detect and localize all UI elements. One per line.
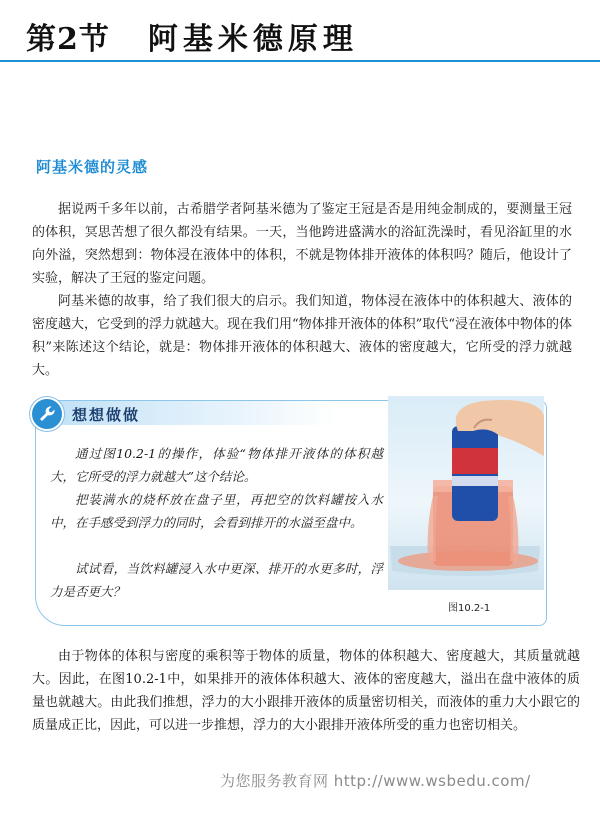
- watermark-text: 为您服务教育网 http://www.wsbedu.com/: [220, 772, 531, 790]
- paragraph-1: 据说两千多年以前，古希腊学者阿基米德为了鉴定王冠是否是用纯金制成的，要测量王冠的体积，冥思苦想了很久都没有结果。一天，当他跨进盛满水的浴缸洗澡时，看见浴缸里的水向外溢，突然想到：物体浸在液体中的体积，不就是物体排开液体的体积吗？随后，他设计了实验，解决了王冠的鉴定问题。: [32, 202, 572, 286]
- figure-caption: 图10.2-1: [448, 603, 491, 614]
- paragraph-3: 由于物体的体积与密度的乘积等于物体的质量，物体的体积越大、密度越大，其质量就越大。因此，在图10.2-1中，如果排开的液体体积越大、液体的密度越大，溢出在盘中液体的质量也就越大。由此我们推想，浮力的大小跟排开液体的质量密切相关，而液体的重力大小跟它的质量成正比，因此，可以进一步推想，浮力的大小跟排开液体所受的重力也密切相关。: [32, 649, 580, 733]
- experiment-photo: [388, 396, 544, 590]
- section-heading: [26, 14, 358, 58]
- header-divider: [0, 60, 600, 62]
- section-title: 阿基米德原理: [147, 22, 358, 57]
- paragraph-2: 阿基米德的故事，给了我们很大的启示。我们知道，物体浸在液体中的体积越大、液体的密度越大，它受到的浮力就越大。现在我们用“物体排开液体的体积”取代“浸在液体中物体的体积”来陈述这个结论，就是：物体排开液体的体积越大、液体的密度越大，它所受的浮力就越大。: [32, 294, 572, 378]
- activity-paragraph-3: 试试看，当饮料罐浸入水中更深、排开的水更多时，浮力是否更大？: [50, 561, 383, 599]
- activity-paragraph-1: 通过图10.2-1的操作，体验“物体排开液体的体积越大，它所受的浮力就越大”这个结论。: [50, 446, 383, 484]
- wrench-icon: [30, 397, 64, 431]
- section-number: 第2节: [26, 22, 110, 57]
- subheading: 阿基米德的灵感: [36, 158, 149, 176]
- activity-box-title: 想想做做: [72, 406, 141, 424]
- activity-paragraph-2: 把装满水的烧杯放在盘子里，再把空的饮料罐按入水中，在手感受到浮力的同时，会看到排开的水溢至盘中。: [50, 492, 383, 530]
